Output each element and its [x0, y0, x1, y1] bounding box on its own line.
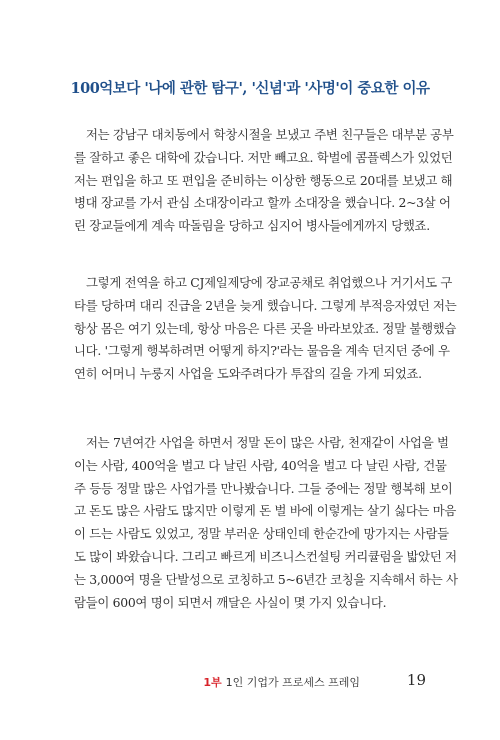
footer-part-number: 1부 — [203, 676, 222, 689]
paragraph-3 — [74, 432, 458, 614]
paragraph-line: 람들이 600여 명이 되면서 깨달은 사실이 몇 가지 있습니다. — [74, 594, 387, 610]
paragraph-line: 이 드는 사람도 있었고, 정말 부러운 상태인데 한순간에 망가지는 사람들 — [74, 526, 449, 542]
paragraph-line: 항상 몸은 여기 있는데, 항상 마음은 다른 곳을 바라보았죠. 정말 불행했습 — [74, 320, 457, 336]
section-heading: 100억보다 '나에 관한 탐구', '신념'과 '사명'이 중요한 이유 — [70, 80, 430, 97]
paragraph-line: 연히 어머니 누룽지 사업을 도와주려다가 투잡의 길을 가게 되었죠. — [74, 366, 422, 382]
paragraph-line: 저는 7년여간 사업을 하면서 정말 돈이 많은 사람, 천재같이 사업을 벌 — [86, 435, 449, 450]
paragraph-line: 이는 사람, 400억을 벌고 다 날린 사람, 40억을 벌고 다 날린 사람, 건물 — [74, 457, 447, 473]
paragraph-1 — [74, 124, 454, 238]
paragraph-2 — [74, 272, 457, 386]
paragraph-line: 를 잘하고 좋은 대학에 갔습니다. 저만 빼고요. 학벌에 콤플렉스가 있었던 — [74, 149, 453, 165]
paragraph-line: 니다. '그렇게 행복하려면 어떻게 하지?'라는 물음을 계속 던지던 중에 우 — [74, 343, 450, 359]
paragraph-line: 고 돈도 많은 사람도 많지만 이렇게 돈 벌 바에 이렇게는 살기 싫다는 마음 — [74, 503, 457, 519]
paragraph-line: 는 3,000여 명을 단발성으로 코칭하고 5~6년간 코칭을 지속해서 하는 사 — [74, 571, 458, 587]
paragraph-line: 병대 장교를 가서 관심 소대장이라고 할까 소대장을 했습니다. 2~3살 어 — [74, 195, 451, 211]
paragraph-line: 타를 당하며 대리 진급을 2년을 늦게 했습니다. 그렇게 부적응자였던 저는 — [74, 297, 457, 313]
footer-part-label: 1인 기업가 프로세스 프레임 — [225, 676, 360, 689]
paragraph-line: 그렇게 전역을 하고 CJ제일제당에 장교공채로 취업했으나 거기서도 구 — [86, 275, 453, 290]
paragraph-line: 저는 편입을 하고 또 편입을 준비하는 이상한 행동으로 20대를 보냈고 해 — [74, 172, 453, 188]
paragraph-line: 주 등등 정말 많은 사업가를 만나봤습니다. 그들 중에는 정말 행복해 보이 — [74, 480, 453, 496]
page-number: 19 — [406, 671, 426, 689]
paragraph-line: 저는 강남구 대치동에서 학창시절을 보냈고 주변 친구들은 대부분 공부 — [86, 127, 454, 142]
paragraph-line: 도 많이 봐왔습니다. 그리고 빠르게 비즈니스컨설팅 커리큘럼을 밟았던 저 — [74, 548, 457, 564]
paragraph-line: 린 장교들에게 계속 따돌림을 당하고 심지어 병사들에게까지 당했죠. — [74, 218, 430, 234]
footer-part-title — [203, 674, 360, 690]
running-footer — [0, 671, 500, 691]
